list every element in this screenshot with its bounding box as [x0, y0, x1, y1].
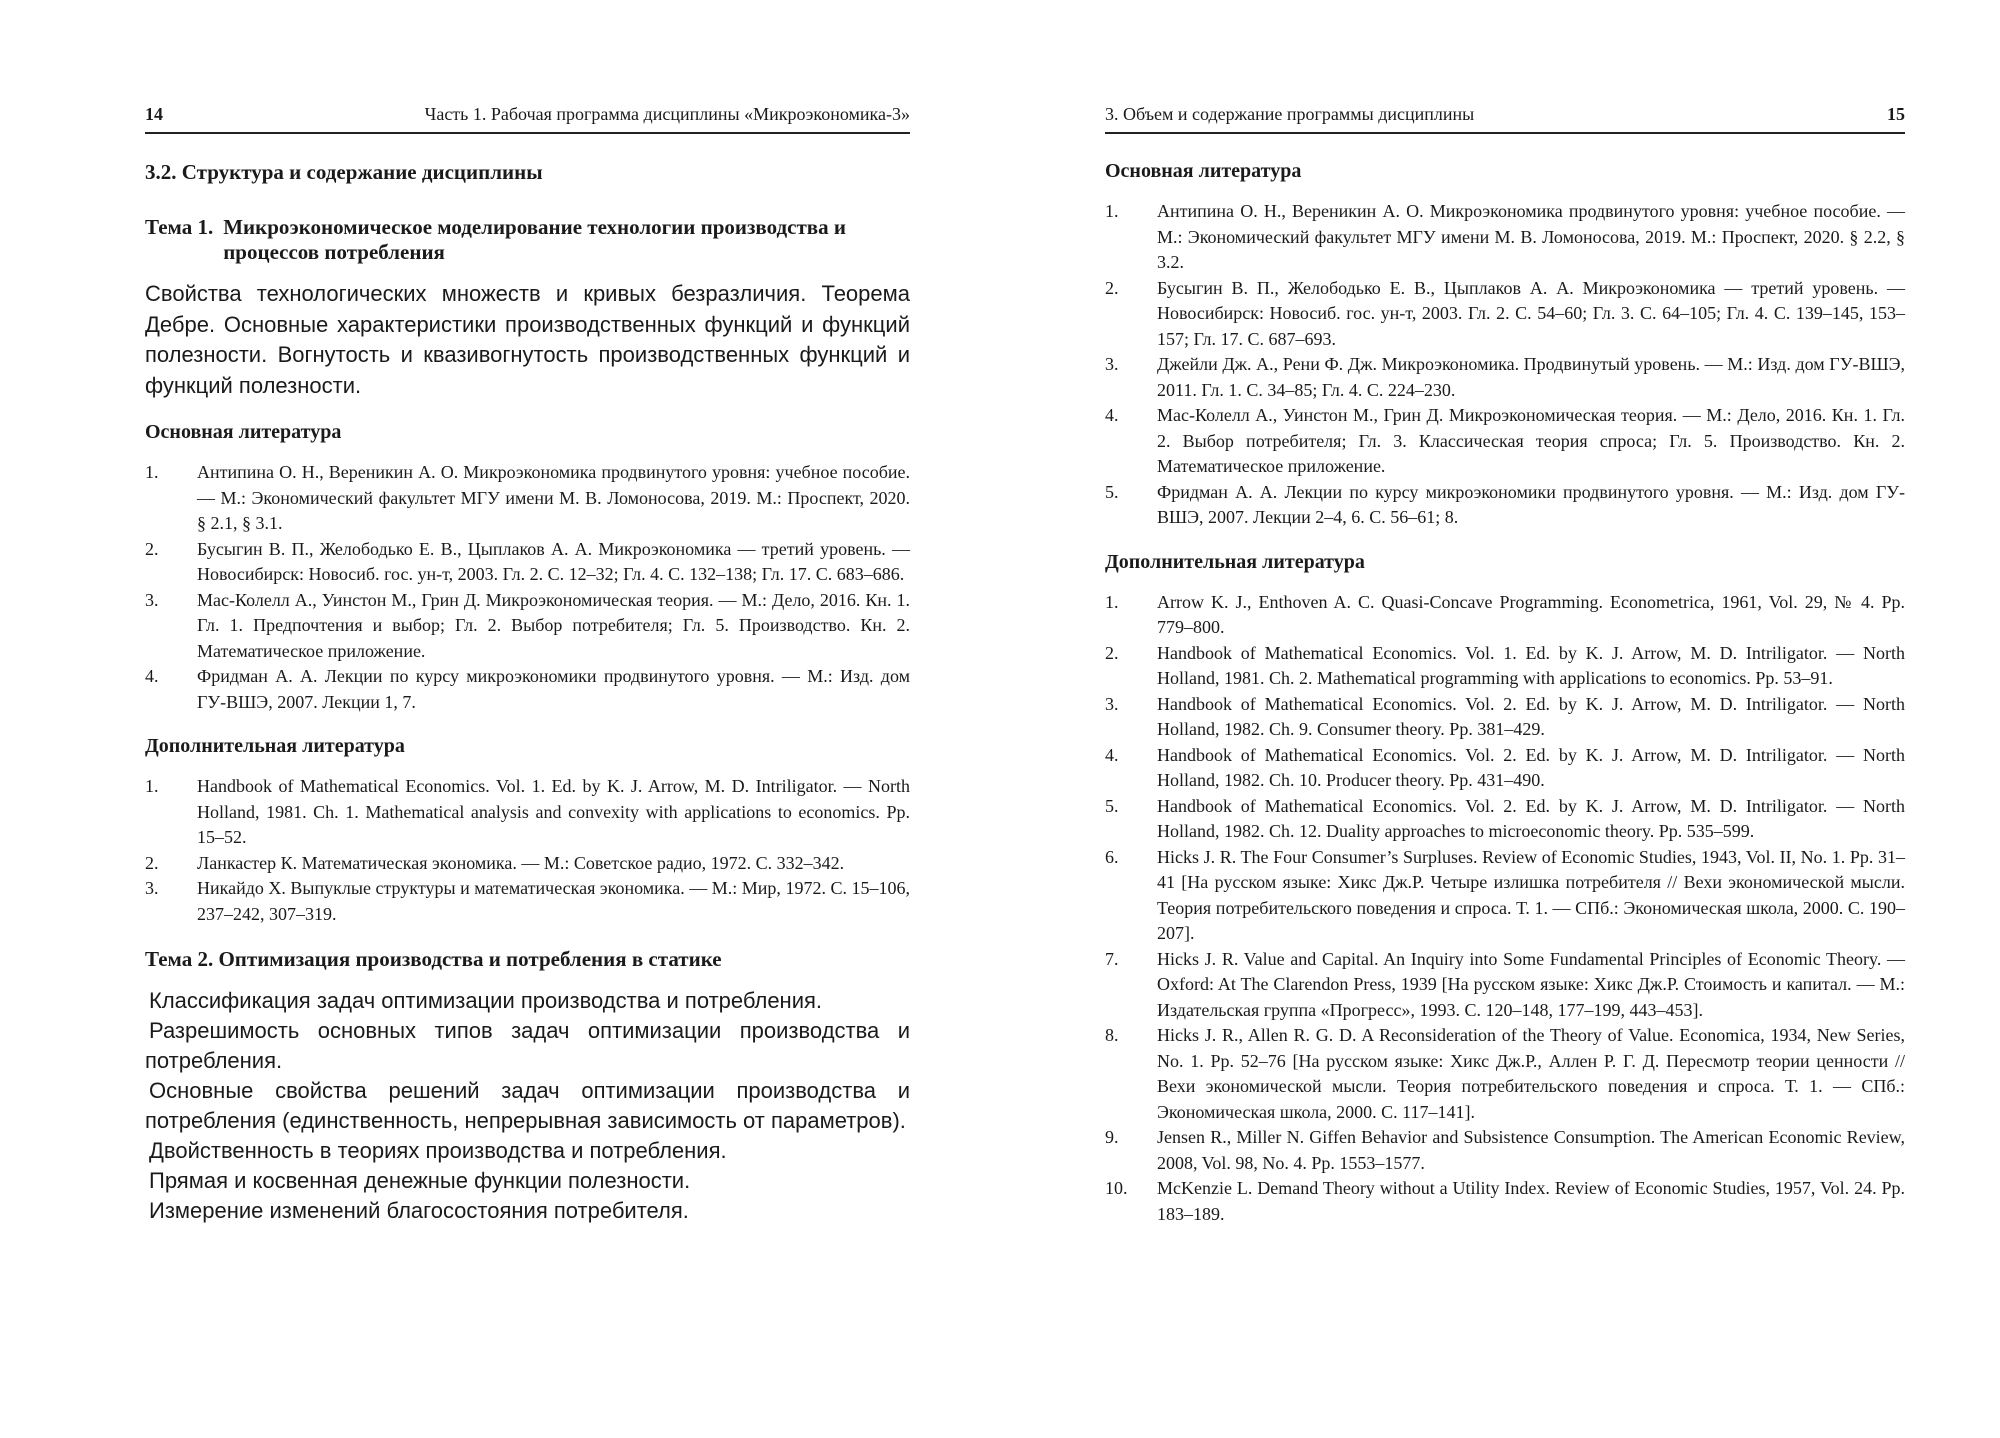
topic-2-title: Тема 2. Оптимизация производства и потребления в статике: [145, 947, 722, 971]
running-header-title: Часть 1. Рабочая программа дисциплины «Микроэкономика-3»: [424, 104, 910, 124]
right-running-header: [1105, 100, 1905, 134]
list-item: 5. Handbook of Mathematical Economics. Vol. 2. Ed. by K. J. Arrow, M. D. Intriligator. — North Holland, 1982. Ch. 12. Duality approaches to microeconomic theory. Pp. 535–599.: [1105, 795, 1905, 841]
topic-2-line: Двойственность в теориях производства и потребления.: [149, 1138, 727, 1163]
left-running-header: [145, 100, 910, 134]
left-page-content: [145, 160, 910, 1226]
section-title: 3.2. Структура и содержание дисциплины: [145, 160, 543, 184]
topic-2-line: Прямая и косвенная денежные функции полезности.: [149, 1168, 691, 1193]
topic-2-line: Основные свойства решений задач оптимизации производства и потребления (единственность, непрерывная зависимость от параметров).: [145, 1078, 910, 1133]
list-item: 2. Ланкастер К. Математическая экономика. — М.: Советское радио, 1972. С. 332–342.: [145, 852, 845, 873]
list-item: 3. Никайдо Х. Выпуклые структуры и математическая экономика. — М.: Мир, 1972. С. 15–106, 237–242, 307–319.: [145, 878, 910, 924]
extra-lit-list: [1105, 590, 1905, 1228]
extra-lit-heading: Дополнительная литература: [1105, 550, 1365, 573]
list-item: 6. Hicks J. R. The Four Consumer’s Surpluses. Review of Economic Studies, 1943, Vol. II, No. 1. Pp. 31–41 [На русском языке: Хикс Дж.Р. Четыре излишка потребителя // Вехи экономической мысли. Теория потребительского поведения и спроса. Т. 1. — СПб.: Экономическая школа, 2000. С. 190–207].: [1105, 846, 1905, 943]
topic-2-description: [145, 986, 910, 1226]
main-lit-list: [1105, 199, 1905, 531]
topic-1-main-lit-heading: Основная литература: [145, 421, 342, 443]
list-item: 4. Мас-Колелл А., Уинстон М., Грин Д. Микроэкономическая теория. — М.: Дело, 2016. Кн. 1. Гл. 2. Выбор потребителя; Гл. 3. Классическая теория спроса; Гл. 5. Производство. Кн. 2. Математическое приложение.: [1105, 405, 1905, 476]
topic-1-extra-lit-heading: Дополнительная литература: [145, 735, 405, 757]
list-item: 7. Hicks J. R. Value and Capital. An Inquiry into Some Fundamental Principles of Economic Theory. — Oxford: At The Clarendon Press, 1939 [На русском языке: Хикс Дж.Р. Стоимость и капитал. — М.: Издательская группа «Прогресс», 1993. С. 120–148, 177–199, 443–453].: [1105, 948, 1905, 1020]
list-item: 2. Бусыгин В. П., Желободько Е. В., Цыплаков А. А. Микроэкономика — третий уровень. — Новосибирск: Новосиб. гос. ун-т, 2003. Гл. 2. С. 12–32; Гл. 4. С. 132–138; Гл. 17. С. 683–686.: [145, 538, 910, 584]
topic-1-main-lit-list: [145, 460, 910, 715]
running-header-title: 3. Объем и содержание программы дисциплины: [1105, 104, 1475, 124]
list-item: 9. Jensen R., Miller N. Giffen Behavior and Subsistence Consumption. The American Economic Review, 2008, Vol. 98, No. 4. Pp. 1553–1577.: [1105, 1127, 1905, 1173]
topic-1-heading: [145, 215, 910, 265]
list-item: 3. Мас-Колелл А., Уинстон М., Грин Д. Микроэкономическая теория. — М.: Дело, 2016. Кн. 1. Гл. 1. Предпочтения и выбор; Гл. 2. Выбор потребителя; Гл. 5. Производство. Кн. 2. Математическое приложение.: [145, 589, 910, 661]
list-item: 4. Фридман А. А. Лекции по курсу микроэкономики продвинутого уровня. — М.: Изд. дом ГУ-ВШЭ, 2007. Лекции 1, 7.: [145, 666, 910, 712]
list-item: 10. McKenzie L. Demand Theory without a Utility Index. Review of Economic Studies, 1957, Vol. 24. Pp. 183–189.: [1105, 1178, 1905, 1224]
topic-2-heading: [145, 947, 910, 972]
list-item: 8. Hicks J. R., Allen R. G. D. A Reconsideration of the Theory of Value. Economica, 1934, New Series, No. 1. Pp. 52–76 [На русском языке: Хикс Дж.Р., Аллен Р. Г. Д. Пересмотр теории ценности // Вехи экономической мысли. Теория потребительского поведения и спроса. Т. 1. — СПб.: Экономическая школа, 2000. С. 117–141].: [1105, 1025, 1905, 1122]
list-item: 1. Arrow K. J., Enthoven A. C. Quasi-Concave Programming. Econometrica, 1961, Vol. 29, № 4. Pp. 779–800.: [1105, 591, 1905, 637]
list-item: 4. Handbook of Mathematical Economics. Vol. 2. Ed. by K. J. Arrow, M. D. Intriligator. — North Holland, 1982. Ch. 10. Producer theory. Pp. 431–490.: [1105, 744, 1905, 790]
topic-2-line: Разрешимость основных типов задач оптимизации производства и потребления.: [145, 1018, 910, 1073]
topic-2-line: Классификация задач оптимизации производства и потребления.: [149, 988, 823, 1013]
page-number: 15: [1887, 104, 1905, 124]
topic-2-line: Измерение изменений благосостояния потребителя.: [149, 1198, 689, 1223]
list-item: 5. Фридман А. А. Лекции по курсу микроэкономики продвинутого уровня. — М.: Изд. дом ГУ-ВШЭ, 2007. Лекции 2–4, 6. С. 56–61; 8.: [1105, 481, 1905, 527]
list-item: 3. Handbook of Mathematical Economics. Vol. 2. Ed. by K. J. Arrow, M. D. Intriligator. — North Holland, 1982. Ch. 9. Consumer theory. Pp. 381–429.: [1105, 693, 1905, 739]
main-lit-heading: Основная литература: [1105, 160, 1302, 182]
topic-1-title: Микроэкономическое моделирование технологии производства и процессов потребления: [223, 215, 846, 264]
page-number: 14: [145, 104, 163, 124]
list-item: 1. Handbook of Mathematical Economics. Vol. 1. Ed. by K. J. Arrow, M. D. Intriligator. — North Holland, 1981. Ch. 1. Mathematical analysis and convexity with applications to economics. Pp. 15–52.: [145, 776, 910, 847]
list-item: 1. Антипина О. Н., Вереникин А. О. Микроэкономика продвинутого уровня: учебное пособие. — М.: Экономический факультет МГУ имени М. В. Ломоносова, 2019. М.: Проспект, 2020. § 2.1, § 3.1.: [145, 462, 910, 533]
list-item: 1. Антипина О. Н., Вереникин А. О. Микроэкономика продвинутого уровня: учебное пособие. — М.: Экономический факультет МГУ имени М. В. Ломоносова, 2019. М.: Проспект, 2020. § 2.2, § 3.2.: [1105, 201, 1905, 272]
topic-1-label: Тема 1.: [145, 215, 214, 239]
topic-1-extra-lit-list: [145, 774, 910, 927]
list-item: 2. Бусыгин В. П., Желободько Е. В., Цыплаков А. А. Микроэкономика — третий уровень. — Новосибирск: Новосиб. гос. ун-т, 2003. Гл. 2. С. 54–60; Гл. 3. С. 64–105; Гл. 4. С. 139–145, 153–157; Гл. 17. С. 687–693.: [1105, 277, 1905, 349]
topic-1-description: Свойства технологических множеств и кривых безразличия. Теорема Дебре. Основные характеристики производственных функций и функций полезности. Вогнутость и квазивогнутость производственных функций и функций полезности.: [145, 281, 910, 398]
list-item: 3. Джейли Дж. А., Рени Ф. Дж. Микроэкономика. Продвинутый уровень. — М.: Изд. дом ГУ-ВШЭ, 2011. Гл. 1. С. 34–85; Гл. 4. С. 224–230.: [1105, 354, 1905, 400]
right-page-content: [1105, 160, 1905, 1247]
list-item: 2. Handbook of Mathematical Economics. Vol. 1. Ed. by K. J. Arrow, M. D. Intriligator. — North Holland, 1981. Ch. 2. Mathematical programming with applications to economics. Pp. 53–91.: [1105, 642, 1905, 688]
right-page: [1105, 0, 1905, 1438]
left-page: [145, 0, 910, 1438]
